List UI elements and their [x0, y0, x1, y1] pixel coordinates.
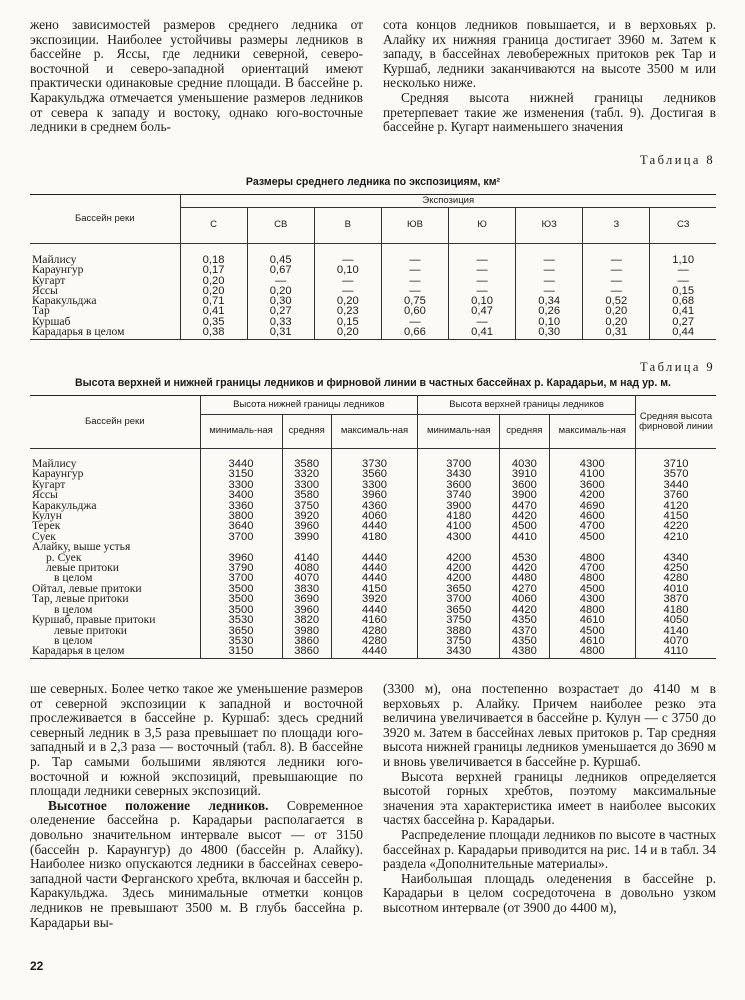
table-cell: 3700	[418, 449, 500, 470]
section-heading: Высотное положение ледников.	[48, 797, 269, 813]
table8-number: Таблица 8	[639, 153, 715, 167]
table-cell: 0,41	[449, 327, 516, 340]
table8-col-header: ЮВ	[381, 208, 448, 244]
table-row	[30, 615, 716, 625]
table-cell: 4210	[636, 532, 717, 542]
table9-subcol-header: средняя	[282, 415, 331, 449]
table-cell: 4200	[418, 563, 500, 573]
table-cell: 0,60	[381, 306, 448, 316]
table-cell: 4250	[636, 563, 717, 573]
table-cell: 0,20	[180, 286, 247, 296]
table-cell: —	[516, 244, 583, 266]
table-cell: 3960	[331, 490, 417, 500]
table-cell: 3740	[418, 490, 500, 500]
table-row	[30, 265, 716, 275]
table-cell: 4530	[500, 553, 549, 563]
table8-col-header: ЮЗ	[516, 208, 583, 244]
table-cell: 3650	[418, 605, 500, 615]
table-cell: 4480	[500, 573, 549, 583]
table-cell: 4610	[549, 636, 636, 646]
table-cell: 3400	[200, 490, 282, 500]
table-cell: 4120	[636, 501, 717, 511]
table-cell: 4150	[636, 511, 717, 521]
table-cell: 3860	[282, 636, 331, 646]
table-cell: —	[381, 286, 448, 296]
table-cell: 0,41	[180, 306, 247, 316]
paragraph: сота концов ледников повышается, и в верховьях р. Алайку их нижняя граница достигает 3960 м. Затем к западу, в бассейнах левобережных притоков рек Тар и Куршаб, ледники заканчиваются на высоте 3500 м или несколько ниже.	[383, 17, 716, 91]
table-cell: 4280	[331, 636, 417, 646]
table-cell: —	[449, 286, 516, 296]
table8-col-header: СЗ	[650, 208, 716, 244]
table-cell: 3320	[282, 469, 331, 479]
paragraph: Средняя высота нижней границы ледников претерпевает такие же изменения (табл. 9). Достигая в бассейне р. Кугарт наименьшего значения	[383, 89, 716, 135]
row-label: в целом	[54, 633, 93, 647]
table-cell: 3360	[200, 501, 282, 511]
table9-subcol-header: минималь-ная	[200, 415, 282, 449]
table-cell: 0,10	[449, 296, 516, 306]
table-cell: 3730	[331, 449, 417, 470]
table-cell: 4440	[331, 521, 417, 531]
table-cell: 4600	[549, 511, 636, 521]
table9-basin-header: Бассейн реки	[30, 396, 200, 449]
table-cell: 3580	[282, 490, 331, 500]
table-cell: 0,66	[381, 327, 448, 340]
table9-title: Высота верхней и нижней границы ледников и фирновой линии в частных бассейнах р. Карадарьи, м над ур. м.	[74, 377, 671, 389]
table-cell: 4300	[549, 594, 636, 604]
table-cell: —	[650, 265, 716, 275]
table-cell: —	[516, 286, 583, 296]
paragraph: Распределение площади ледников по высоте в частных бассейнах р. Карадарьи приводится на рис. 14 и в табл. 34 раздела «Дополнительные материалы».	[383, 826, 717, 872]
table-cell: 0,27	[650, 317, 716, 327]
row-label: Куршаб, правые притоки	[32, 613, 156, 627]
row-label: Каракульджа	[32, 294, 97, 307]
table-cell: —	[314, 286, 381, 296]
table9-number: Таблица 9	[639, 360, 715, 374]
row-label: Кугарт	[32, 477, 66, 491]
table9-subcol-header: максималь-ная	[331, 415, 417, 449]
table-cell: 0,10	[516, 317, 583, 327]
table-cell: 1,10	[650, 244, 716, 266]
table-row	[30, 449, 716, 470]
table8-group-header: Экспозиция	[180, 195, 716, 208]
table-cell: 4350	[500, 615, 549, 625]
table-cell: 0,20	[314, 296, 381, 306]
row-label: Терек	[32, 519, 61, 533]
table-cell: 3600	[549, 480, 636, 490]
table-cell: 3920	[282, 511, 331, 521]
text-column-bottom-right	[383, 682, 716, 916]
table-row	[30, 532, 716, 542]
table-cell: —	[516, 276, 583, 286]
table-cell: 4050	[636, 615, 717, 625]
table-row	[30, 244, 716, 266]
table-cell: 3500	[200, 605, 282, 615]
table-cell: 4800	[549, 646, 636, 658]
table9-subcol-header: максималь-ная	[549, 415, 636, 449]
table-cell: —	[583, 286, 650, 296]
table-cell: 4150	[331, 584, 417, 594]
table-cell: 4800	[549, 553, 636, 563]
row-label: левые притоки	[54, 623, 127, 637]
table-cell: 4500	[500, 521, 549, 531]
row-label: Караунгур	[32, 263, 84, 277]
table-cell: 3760	[636, 490, 717, 500]
table-cell: 4180	[636, 605, 717, 615]
table-cell: 3800	[200, 511, 282, 521]
table-cell: 3150	[200, 646, 282, 658]
table-cell: 3600	[418, 480, 500, 490]
page-number: 22	[30, 959, 44, 973]
table-cell: 0,20	[180, 276, 247, 286]
table-cell: 0,20	[247, 286, 314, 296]
table-cell: 3710	[636, 449, 717, 470]
table-cell: —	[314, 276, 381, 286]
table-cell: 4200	[418, 553, 500, 563]
table-cell: 3150	[200, 469, 282, 479]
row-label: Майлису	[32, 457, 77, 470]
table-cell: 3750	[418, 615, 500, 625]
table-cell: 0,44	[650, 327, 716, 340]
table-cell: —	[583, 276, 650, 286]
table9	[30, 395, 716, 659]
table-cell: 3300	[200, 480, 282, 490]
table-cell: 0,27	[247, 306, 314, 316]
table-cell: 4340	[636, 553, 717, 563]
table-cell: 4070	[282, 573, 331, 583]
table-cell: —	[247, 276, 314, 286]
table-cell: 3440	[636, 480, 717, 490]
paragraph	[30, 799, 363, 930]
table-cell: 3600	[500, 480, 549, 490]
table-cell: 4060	[331, 511, 417, 521]
paragraph-text: Современное оледенение бассейна р. Карадарьи располагается в довольно значительном интервале высот — от 3150 (бассейн р. Караунгур) до 4800 (бассейн р. Алайку). Наиболее низко опускаются ледники в бассейнах северо-западной части Ферганского хребта, включая и бассейн р. Каракульджа. Здесь минимальные отметки концов ледников не превышают 3500 м. В глубь бассейна р. Карадарьи вы-	[30, 797, 363, 930]
table-cell: 4180	[331, 532, 417, 542]
table8-basin-header: Бассейн реки	[30, 195, 180, 244]
row-label: Тар	[32, 304, 50, 318]
table-cell: 4440	[331, 573, 417, 583]
table-cell: —	[650, 276, 716, 286]
table-cell: 4500	[549, 532, 636, 542]
table-cell: 3750	[418, 636, 500, 646]
table-cell: 0,75	[381, 296, 448, 306]
table-cell: 4420	[500, 511, 549, 521]
table-cell: 0,31	[247, 327, 314, 340]
table-cell: 4700	[549, 521, 636, 531]
table-cell: 4060	[500, 594, 549, 604]
table-cell: 0,20	[583, 306, 650, 316]
table-cell: 3700	[200, 532, 282, 542]
table-cell: 4420	[500, 605, 549, 615]
table-cell: 3580	[282, 449, 331, 470]
table8	[30, 194, 716, 340]
table-cell: 3960	[282, 605, 331, 615]
table-cell: 4010	[636, 584, 717, 594]
table-cell: 4610	[549, 615, 636, 625]
table-cell: 3650	[200, 626, 282, 636]
table-cell: 4200	[418, 573, 500, 583]
table-cell: 3300	[331, 480, 417, 490]
table-cell: 0,33	[247, 317, 314, 327]
table-cell: 3960	[282, 521, 331, 531]
table-cell: —	[516, 265, 583, 275]
row-label: Куршаб	[32, 314, 71, 328]
row-label: Кугарт	[32, 273, 66, 287]
table-cell: —	[449, 265, 516, 275]
table-cell: 0,15	[650, 286, 716, 296]
table-cell: 3900	[418, 501, 500, 511]
text-column-top-right	[383, 18, 716, 135]
table-row	[30, 306, 716, 316]
paragraph: (3300 м), она постепенно возрастает до 4140 м в верховьях р. Алайку. Причем наиболее резко эта величина увеличивается в бассейне р. Кулун — с 3750 до 3920 м. Затем в бассейнах левых притоков р. Тар средняя высота нижней границы ледников уменьшается до 3690 м и вновь увеличивается в бассейне р. Куршаб.	[383, 681, 716, 769]
table8-col-header: З	[583, 208, 650, 244]
row-label: Караунгур	[32, 467, 84, 481]
table-cell: 3880	[418, 626, 500, 636]
row-label: Карадарья в целом	[32, 644, 125, 658]
table-cell: 0,45	[247, 244, 314, 266]
table-cell: 0,17	[180, 265, 247, 275]
table-cell: 4470	[500, 501, 549, 511]
table8-title: Размеры среднего ледника по экспозициям, км²	[245, 176, 501, 188]
table-cell: 4800	[549, 605, 636, 615]
paragraph: ше северных. Более четко такое же уменьшение размеров от северной экспозиции к западной и восточной прослеживается в бассейне р. Куршаб: здесь средний северный ледник в 3,5 раза превышает по площади юго-западный и в 2,3 раза — восточный (табл. 8). В бассейне р. Тар самыми большими являются ледники юго-восточной и южной экспозиций, превышающие по площади ледники северных экспозиций.	[30, 681, 363, 799]
table-cell: 4140	[282, 553, 331, 563]
table-cell: —	[314, 244, 381, 266]
table-cell: 0,26	[516, 306, 583, 316]
row-label: Яссы	[32, 488, 58, 502]
table-cell: 0,71	[180, 296, 247, 306]
table-cell: 4270	[500, 584, 549, 594]
row-label: Майлису	[32, 253, 77, 266]
table-cell: 0,31	[583, 327, 650, 340]
table-cell: 4030	[500, 449, 549, 470]
row-label: Алайку, выше устья	[32, 540, 131, 554]
row-label: левые притоки	[46, 561, 119, 575]
table-cell: 0,47	[449, 306, 516, 316]
table-cell: 0,15	[314, 317, 381, 327]
table-cell: 4070	[636, 636, 717, 646]
row-label: Каракульджа	[32, 498, 97, 512]
table-cell: 4100	[418, 521, 500, 531]
table-cell: 4280	[331, 626, 417, 636]
table-cell: 4100	[549, 469, 636, 479]
row-label: Тар, левые притоки	[32, 592, 129, 606]
table-cell: 0,20	[314, 327, 381, 340]
table-cell: 0,41	[650, 306, 716, 316]
table-cell: 4140	[636, 626, 717, 636]
paragraph: Наибольшая площадь оледенения в бассейне р. Карадарьи в целом сосредоточена в довольно узком высотном интервале (от 3900 до 4400 м),	[383, 870, 716, 915]
table8-col-header: В	[314, 208, 381, 244]
table-cell: 0,20	[583, 317, 650, 327]
table-cell: —	[449, 276, 516, 286]
table-cell: 4700	[549, 563, 636, 573]
table-cell: 4180	[418, 511, 500, 521]
text-column-bottom-left	[30, 682, 363, 930]
table-cell: 4110	[636, 646, 717, 658]
table9-subcol-header: средняя	[500, 415, 549, 449]
table9-group-lower: Высота нижней границы ледников	[200, 396, 418, 415]
table-cell: 3430	[418, 646, 500, 658]
table-cell: 3500	[200, 584, 282, 594]
table-row	[30, 646, 716, 658]
table-cell: 0,68	[650, 296, 716, 306]
table-cell: 4440	[331, 563, 417, 573]
table-cell: 3570	[636, 469, 717, 479]
table-cell: 3960	[200, 553, 282, 563]
table-cell: 4500	[549, 626, 636, 636]
table-cell: —	[381, 244, 448, 266]
row-label: Суек	[32, 529, 56, 543]
table-cell: 4440	[331, 605, 417, 615]
paragraph: жено зависимостей размеров среднего ледника от экспозиции. Наиболее устойчивы размеры ледников в бассейне р. Яссы, где ледники северной, северо-восточной и северо-западной ориентаций имеют практически одинаковые средние площади. В бассейне р. Каракульджа отмечается уменьшение размеров ледников от севера к западу и востоку, однако юго-восточные ледники в среднем боль-	[30, 17, 363, 135]
table-cell: 3820	[282, 615, 331, 625]
table-cell: 3830	[282, 584, 331, 594]
table-cell: 3990	[282, 532, 331, 542]
table-cell: 3640	[200, 521, 282, 531]
table-cell: 4280	[636, 573, 717, 583]
row-label: Яссы	[32, 283, 58, 297]
table-cell: 4350	[500, 636, 549, 646]
table-cell: 4160	[331, 615, 417, 625]
table-cell: 4800	[549, 573, 636, 583]
row-label: Кулун	[32, 509, 62, 523]
table-cell: 3900	[500, 490, 549, 500]
table-cell: 3860	[282, 646, 331, 658]
table-cell: —	[449, 317, 516, 327]
table-cell: —	[449, 244, 516, 266]
table-cell: 3700	[418, 594, 500, 604]
table-cell: 0,67	[247, 265, 314, 275]
table-cell: 4360	[331, 501, 417, 511]
table-cell: 0,38	[180, 327, 247, 340]
table-cell: 3790	[200, 563, 282, 573]
row-label: Карадарья в целом	[32, 324, 125, 338]
table-cell: —	[583, 265, 650, 275]
table8-col-header: С	[180, 208, 247, 244]
table-cell: 0,35	[180, 317, 247, 327]
table-cell: 3980	[282, 626, 331, 636]
table-cell: 4440	[331, 553, 417, 563]
table-cell: 0,30	[516, 327, 583, 340]
table-cell: —	[583, 244, 650, 266]
table-cell: 3440	[200, 449, 282, 470]
table-cell: 4420	[500, 563, 549, 573]
table-cell: 3650	[418, 584, 500, 594]
table-cell: 0,30	[247, 296, 314, 306]
table-cell: 0,18	[180, 244, 247, 266]
table-cell: 4370	[500, 626, 549, 636]
table9-group-upper: Высота верхней границы ледников	[418, 396, 636, 415]
table-cell: —	[381, 276, 448, 286]
table-cell: 0,10	[314, 265, 381, 275]
table-cell: 4500	[549, 584, 636, 594]
table-cell: 4200	[549, 490, 636, 500]
table-cell: 3910	[500, 469, 549, 479]
table-cell: 4080	[282, 563, 331, 573]
table9-firn-header: Средняя высота фирновой линии	[636, 396, 717, 449]
table-cell: 4300	[418, 532, 500, 542]
table-cell: 3430	[418, 469, 500, 479]
paragraph: Высота верхней границы ледников определяется высотой горных хребтов, поэтому максимальные значения эта характеристика имеет в наиболее высоких частях бассейна р. Карадарьи.	[383, 768, 716, 828]
table-cell: 4380	[500, 646, 549, 658]
table8-col-header: СВ	[247, 208, 314, 244]
table8-col-header: Ю	[449, 208, 516, 244]
table-cell: 0,52	[583, 296, 650, 306]
table-cell: 3530	[200, 615, 282, 625]
table-cell: 4690	[549, 501, 636, 511]
table-cell: 4440	[331, 646, 417, 658]
table-cell: 4220	[636, 521, 717, 531]
row-label: в целом	[54, 571, 93, 585]
table-cell: 3920	[331, 594, 417, 604]
table-cell: 3750	[282, 501, 331, 511]
table-cell: —	[381, 265, 448, 275]
table-row	[30, 327, 716, 340]
table-cell: —	[381, 317, 448, 327]
table-cell: 3560	[331, 469, 417, 479]
text-column-top-left	[30, 18, 363, 135]
table-cell: 3300	[282, 480, 331, 490]
table-cell: 3530	[200, 636, 282, 646]
table-cell: 0,34	[516, 296, 583, 306]
table9-subcol-header: минималь-ная	[418, 415, 500, 449]
row-label: Ойтал, левые притоки	[32, 581, 142, 595]
table-cell: 4410	[500, 532, 549, 542]
table-cell: 0,23	[314, 306, 381, 316]
row-label: р. Суек	[46, 550, 82, 564]
row-label: в целом	[54, 602, 93, 616]
table-cell: 4300	[549, 449, 636, 470]
table-cell: 3700	[200, 573, 282, 583]
table-cell: 3500	[200, 594, 282, 604]
table-cell: 3690	[282, 594, 331, 604]
table-cell: 3870	[636, 594, 717, 604]
